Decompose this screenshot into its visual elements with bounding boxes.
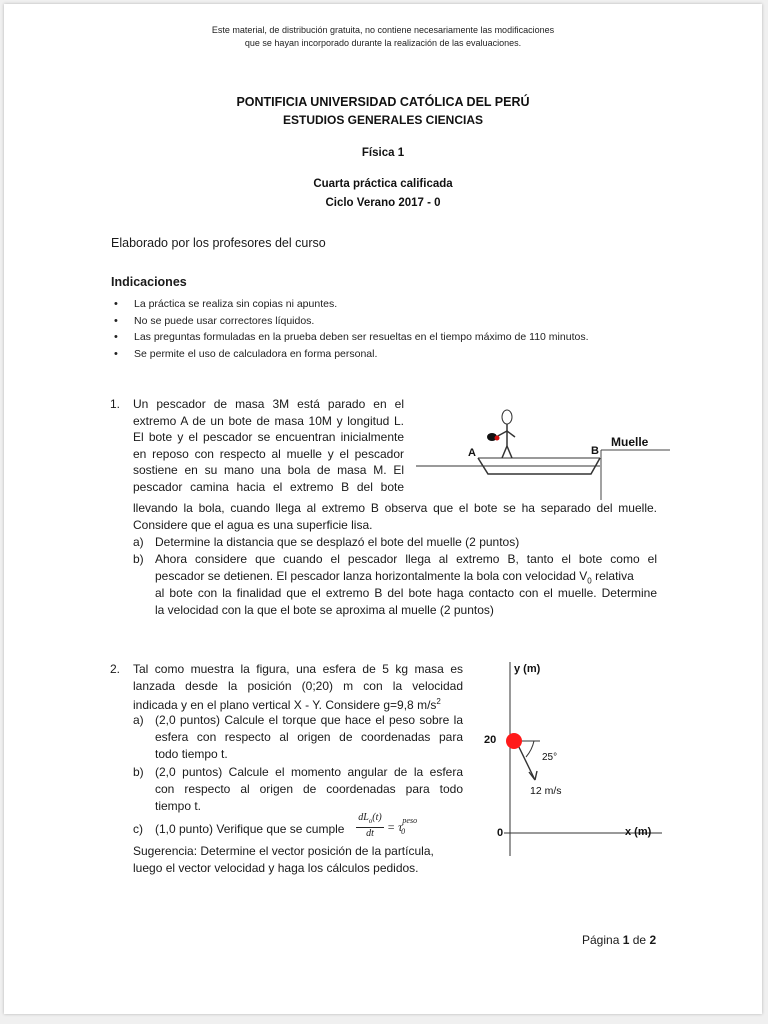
list-item: • La práctica se realiza sin copias ni apuntes. [112,296,589,313]
q1-text-line: pescador camina hacia el extremo B del bote [133,480,404,494]
sphere [506,733,522,749]
q2-text-line: Tal como muestra la figura, una esfera de 5 kg masa es [133,662,463,676]
q1-a-text: Determine la distancia que se desplazó el bote del muelle (2 puntos) [155,535,520,549]
label-b: B [591,445,599,457]
q2-a-line: esfera con respecto al origen de coordenadas para [155,730,463,744]
trajectory-figure [474,656,664,858]
q1-text-line: Un pescador de masa 3M está parado en el [133,397,404,411]
document-page [4,4,762,1014]
q2-text-line: lanzada desde la posición (0;20) m con la velocidad [133,679,463,693]
q1-text-line: Considere que el agua es una superficie lisa. [133,518,373,532]
angle-label: 25° [542,752,558,763]
indications-title: Indicaciones [111,275,187,289]
q2-b-line: (2,0 puntos) Calcule el momento angular de la esfera [155,765,463,779]
ball-accent [495,436,500,441]
disclaimer-line-2: que se hayan incorporado durante la realización de las evaluaciones. [244,38,522,48]
faculty-name: ESTUDIOS GENERALES CIENCIAS [282,113,484,127]
q1-b-label: b) [133,552,144,566]
q2-a-line: todo tiempo t. [155,747,228,761]
list-item: • No se puede usar correctores líquidos. [112,313,589,330]
q2-a-line: (2,0 puntos) Calcule el torque que hace el peso sobre la [155,713,463,727]
x-axis-label: x (m) [625,826,652,838]
q1-text-line: El bote y el pescador se encuentran inicialmente [133,430,404,444]
list-item: • Se permite el uso de calculadora en forma personal. [112,346,589,363]
q2-c-text: (1,0 punto) Verifique que se cumple [155,822,345,836]
q1-number: 1. [110,397,121,411]
page-number: Página 1 de 2 [582,933,657,947]
author-line: Elaborado por los profesores del curso [111,236,326,250]
q1-text-line: extremo A de un bote de masa 10M y longitud L. [133,414,404,428]
q2-c-fraction: $dL_o(t)$ dt [356,812,384,840]
fisherman-leg [502,446,507,458]
label-a: A [468,447,476,459]
q2-b-label: b) [133,765,144,779]
q1-text-line: sostiene en su mano una bola de masa M. El [133,463,404,477]
q1-b-line: al bote con la finalidad que el extremo B del bote haga contacto con el muelle. Determine [155,586,657,600]
fisherman-leg [507,446,512,458]
exam-title: Cuarta práctica calificada [313,178,453,190]
fisherman-head [502,410,512,424]
q2-c-label: c) [133,822,143,836]
q2-b-line: con respecto al origen de coordenadas para todo [155,782,463,796]
boat-figure [408,400,670,502]
q1-text-line: en reposo con respecto al muelle y el pescador [133,447,404,461]
origin-label: 0 [497,827,504,839]
q2-text-line: indicada y en el plano vertical X - Y. Considere g=9,8 $m/s^2$ [133,697,441,712]
q2-hint-line: luego el vector velocidad y haga los cálculos pedidos. [133,861,419,875]
angle-arc [526,741,534,757]
fisherman-arm [507,431,515,437]
disclaimer-line-1: Este material, de distribución gratuita, no contiene necesariamente las modificaciones [211,25,555,35]
y-axis-label: y (m) [514,663,541,675]
university-name: PONTIFICIA UNIVERSIDAD CATÓLICA DEL PERÚ [236,95,530,109]
q2-hint-line: Sugerencia: Determine el vector posición de la partícula, [133,844,434,858]
y-tick-20: 20 [484,734,497,746]
list-item: • Las preguntas formuladas en la prueba deben ser resueltas en el tiempo máximo de 110 minutos. [112,329,589,346]
course-name: Física 1 [361,147,405,159]
q1-b-line: Ahora considere que cuando el pescador llega al extremo B, tanto el bote como el [155,552,657,566]
q2-b-line: tiempo t. [155,799,202,813]
label-muelle: Muelle [611,435,649,449]
speed-label: 12 m/s [530,785,562,797]
q1-text-line: llevando la bola, cuando llega al extremo B observa que el bote se ha separado del muelle. [133,501,657,515]
q2-number: 2. [110,662,121,676]
q1-a-label: a) [133,535,144,549]
q1-b-line: pescador se detienen. El pescador lanza horizontalmente la bola con velocidad $V_0$ relativa [155,569,634,586]
exam-cycle: Ciclo Verano 2017 - 0 [325,197,441,209]
q2-a-label: a) [133,713,144,727]
q2-c-rhs: = $\tau^{peso}_0$ [387,816,418,837]
indications-list [112,296,589,362]
q1-b-line: la velocidad con la que el bote se aproxima al muelle (2 puntos) [155,603,494,617]
